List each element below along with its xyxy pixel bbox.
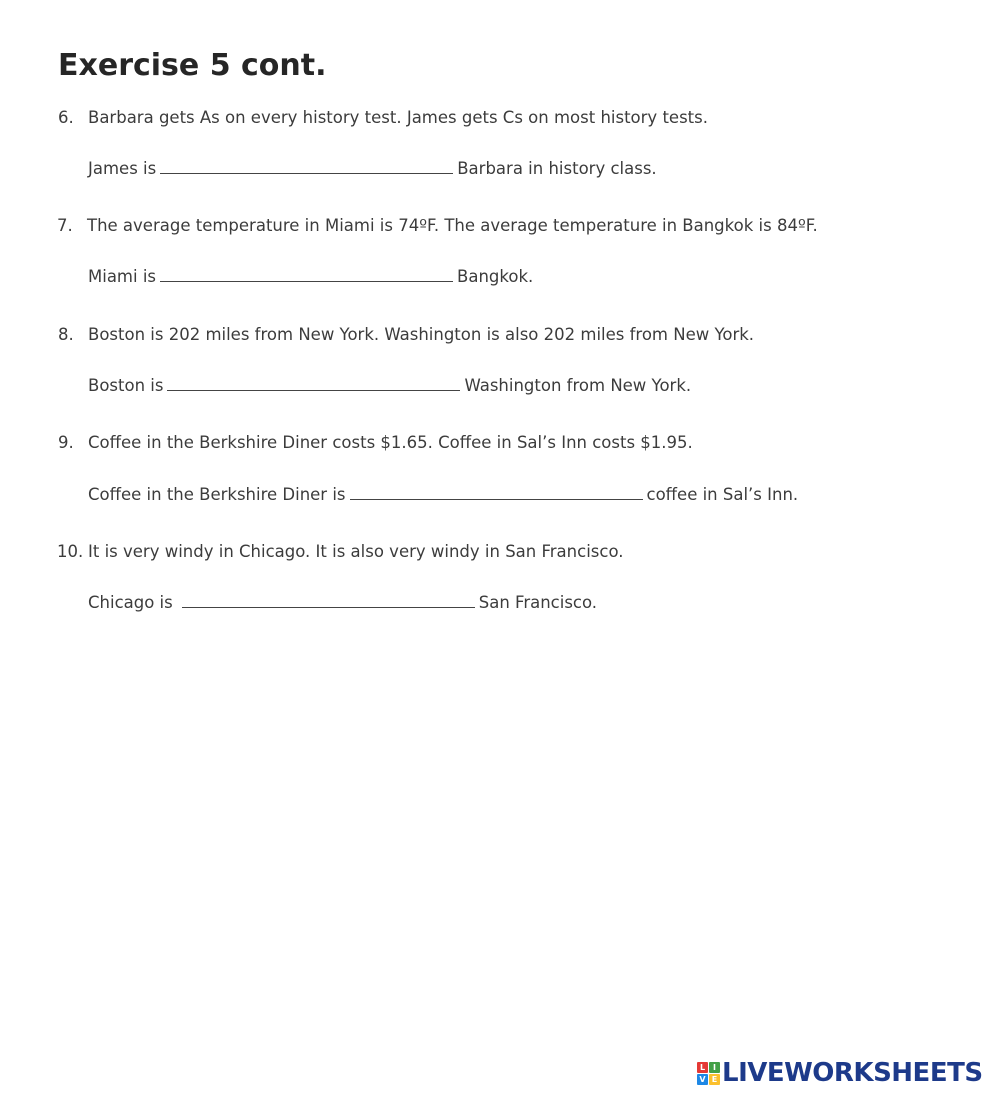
answer-prefix: Coffee in the Berkshire Diner is xyxy=(88,485,346,504)
answer-suffix: Bangkok. xyxy=(457,267,534,286)
logo-mark-letter: I xyxy=(709,1062,720,1073)
logo-mark-icon xyxy=(697,1062,720,1085)
answer-suffix: San Francisco. xyxy=(478,593,598,612)
question-10-answer xyxy=(88,591,597,615)
answer-prefix: Boston is xyxy=(88,376,164,395)
question-9-answer xyxy=(88,483,798,507)
logo-text: LIVEWORKSHEETS xyxy=(722,1058,983,1088)
question-number: 7. xyxy=(57,216,73,235)
answer-blank[interactable] xyxy=(182,591,475,608)
question-8-answer xyxy=(88,374,691,398)
question-text: It is very windy in Chicago. It is also very windy in San Francisco. xyxy=(88,542,624,561)
question-text: The average temperature in Miami is 74ºF. The average temperature in Bangkok is 84ºF. xyxy=(87,216,818,235)
question-text: Coffee in the Berkshire Diner costs $1.65. Coffee in Sal’s Inn costs $1.95. xyxy=(88,433,693,452)
answer-prefix: Chicago is xyxy=(88,593,173,612)
question-number: 9. xyxy=(58,433,74,452)
question-number: 10. xyxy=(57,542,84,561)
answer-blank[interactable] xyxy=(350,483,643,500)
question-text: Barbara gets As on every history test. James gets Cs on most history tests. xyxy=(88,108,708,127)
liveworksheets-logo xyxy=(697,1058,983,1088)
question-7-answer xyxy=(88,265,533,289)
logo-mark-letter: L xyxy=(697,1062,708,1073)
answer-prefix: Miami is xyxy=(88,267,157,286)
answer-prefix: James is xyxy=(88,159,157,178)
answer-suffix: Washington from New York. xyxy=(464,376,692,395)
logo-mark-letter: E xyxy=(709,1074,720,1085)
page-title: Exercise 5 cont. xyxy=(58,48,327,83)
answer-suffix: coffee in Sal’s Inn. xyxy=(646,485,799,504)
logo-mark-letter: V xyxy=(697,1074,708,1085)
question-text: Boston is 202 miles from New York. Washington is also 202 miles from New York. xyxy=(88,325,755,344)
question-number: 8. xyxy=(58,325,74,344)
answer-blank[interactable] xyxy=(160,265,453,282)
question-number: 6. xyxy=(58,108,74,127)
question-6-answer xyxy=(88,157,657,181)
answer-suffix: Barbara in history class. xyxy=(457,159,657,178)
answer-blank[interactable] xyxy=(160,157,453,174)
answer-blank[interactable] xyxy=(167,374,460,391)
